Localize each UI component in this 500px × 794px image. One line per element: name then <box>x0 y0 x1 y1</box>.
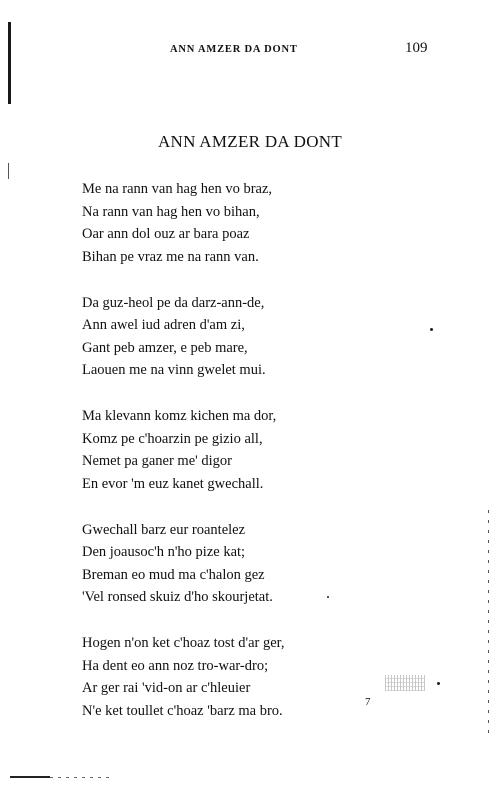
binding-mark <box>8 163 9 179</box>
stanza-1 <box>82 178 382 268</box>
ink-speck <box>327 596 329 598</box>
poem-line: Laouen me na vinn gwelet mui. <box>82 362 266 378</box>
poem-line: Bihan pe vraz me na rann van. <box>82 248 259 265</box>
ink-speck <box>437 682 440 685</box>
poem-line: Nemet pa ganer me' digor <box>82 453 232 469</box>
poem-line: Oar ann dol ouz ar bara poaz <box>82 226 250 242</box>
poem-line: Me na rann van hag hen vo braz, <box>82 181 273 197</box>
poem-body <box>82 178 382 746</box>
poem-line: 'Vel ronsed skuiz d'ho skourjetat. <box>82 589 273 605</box>
poem-line: Komz pe c'hoarzin pe gizio all, <box>82 430 263 447</box>
poem-line: Hogen n'on ket c'hoaz tost d'ar ger, <box>82 635 285 651</box>
poem-line: Gant peb amzer, e peb mare, <box>82 339 248 356</box>
binding-edge <box>8 22 11 104</box>
poem-line: Na rann van hag hen vo bihan, <box>82 203 260 220</box>
stanza-3 <box>82 405 382 495</box>
page-number: 109 <box>405 40 428 56</box>
stanza-5 <box>82 632 382 722</box>
poem-line: Ma klevann komz kichen ma dor, <box>82 408 277 424</box>
poem-line: Ann awel iud adren d'am zi, <box>82 317 245 333</box>
poem-line: Gwechall barz eur roantelez <box>82 521 246 538</box>
library-stamp <box>385 675 425 691</box>
poem-line: En evor 'm euz kanet gwechall. <box>82 475 264 492</box>
ink-speck <box>430 328 433 331</box>
poem-line: Ar ger rai 'vid-on ar c'hleuier <box>82 680 251 696</box>
poem-line: Da guz-heol pe da darz-ann-de, <box>82 294 265 311</box>
poem-title: ANN AMZER DA DONT <box>157 132 343 151</box>
poem-line: Ha dent eo ann noz tro-war-dro; <box>82 657 269 674</box>
signature-mark: 7 <box>365 696 371 708</box>
poem-line: Den joausoc'h n'ho pize kat; <box>82 544 246 560</box>
poem-line: Breman eo mud ma c'halon gez <box>82 566 265 583</box>
running-head: ANN AMZER DA DONT <box>170 44 298 55</box>
bottom-edge-mark <box>50 777 110 778</box>
poem-line: N'e ket toullet c'hoaz 'barz ma bro. <box>82 702 283 719</box>
stanza-4 <box>82 519 382 609</box>
bottom-edge-mark <box>10 776 50 778</box>
page-edge-marks <box>488 510 489 740</box>
stanza-2 <box>82 292 382 382</box>
